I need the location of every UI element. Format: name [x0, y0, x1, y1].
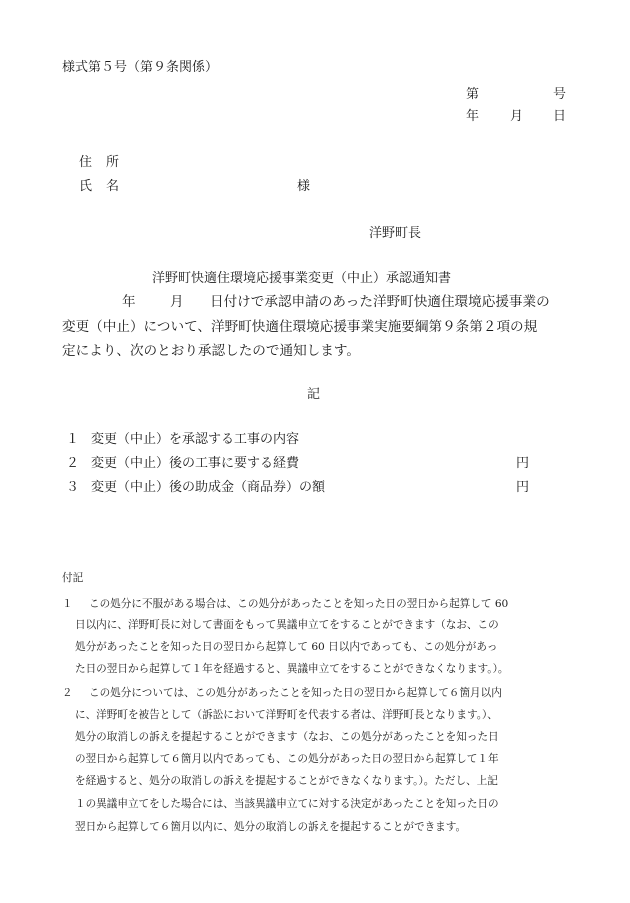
- date-year-label: 年: [466, 109, 480, 124]
- body-month-label: 月: [170, 294, 184, 310]
- note-1-line: た日の翌日から起算して１年を経過すると、異議申立てをすることができなくなります。）。: [75, 663, 509, 675]
- note-1-line: 日以内に、洋野町長に対して書面をもって異議申立てをすることができます（なお、この: [75, 619, 499, 631]
- date-day-label: 日: [553, 109, 567, 124]
- body-year-label: 年: [122, 294, 136, 310]
- document-number-suffix: 号: [553, 87, 567, 102]
- name-label-second-char: 名: [106, 179, 120, 194]
- honorific-sama: 様: [297, 179, 311, 194]
- note-number: ２: [62, 687, 73, 699]
- note-number: １: [62, 598, 73, 610]
- note-2-line: に、洋野町を被告として（訴訟において洋野町を代表する者は、洋野町長となります。）、: [75, 709, 498, 721]
- date-month-label: 月: [510, 109, 524, 124]
- item-text: 変更（中止）後の助成金（商品券）の額: [91, 480, 326, 495]
- address-label-second-char: 所: [106, 155, 120, 170]
- ki-heading: 記: [307, 387, 321, 402]
- name-label-first-char: 氏: [79, 179, 93, 194]
- body-line-2: 変更（中止）について、洋野町快適住環境応援事業実施要綱第９条第２項の規: [62, 319, 538, 335]
- address-label-first-char: 住: [79, 155, 93, 170]
- body-line-3: 定により、次のとおり承認したので通知します。: [62, 343, 360, 359]
- body-line-1: 日付けで承認申請のあった洋野町快適住環境応援事業の: [210, 294, 550, 310]
- notes-heading: 付記: [62, 572, 84, 584]
- note-2-line: この処分については、この処分があったことを知った日の翌日から起算して６箇月以内: [89, 687, 502, 699]
- item-unit-yen: 円: [516, 456, 530, 471]
- item-text: 変更（中止）後の工事に要する経費: [91, 456, 300, 471]
- sender-mayor: 洋野町長: [369, 226, 422, 241]
- note-1-line: この処分に不服がある場合は、この処分があったことを知った日の翌日から起算して 60: [89, 598, 509, 610]
- note-1-line: 処分があったことを知った日の翌日から起算して 60 日以内であっても、この処分があっ: [75, 641, 498, 653]
- document-title: 洋野町快適住環境応援事業変更（中止）承認通知書: [152, 271, 452, 286]
- note-2-line: を経過すると、処分の取消しの訴えを提起することができなくなります。）。ただし、上記: [75, 775, 498, 787]
- note-2-line: の翌日から起算して６箇月以内であっても、この処分があった日の翌日から起算して１年: [75, 753, 499, 765]
- note-2-line: 翌日から起算して６箇月以内に、処分の取消しの訴えを提起することができます。: [75, 821, 467, 833]
- item-number: １: [66, 432, 80, 447]
- item-number: ２: [66, 456, 80, 471]
- note-2-line: 処分の取消しの訴えを提起することができます（なお、この処分があったことを知った日: [75, 731, 499, 743]
- note-2-line: １の異議申立てをした場合には、当該異議申立てに対する決定があったことを知った日の: [75, 798, 499, 810]
- document-number-label: 第: [466, 87, 480, 102]
- item-unit-yen: 円: [516, 480, 530, 495]
- form-number: 様式第５号（第９条関係）: [62, 60, 219, 75]
- item-number: ３: [66, 480, 80, 495]
- item-text: 変更（中止）を承認する工事の内容: [91, 432, 300, 447]
